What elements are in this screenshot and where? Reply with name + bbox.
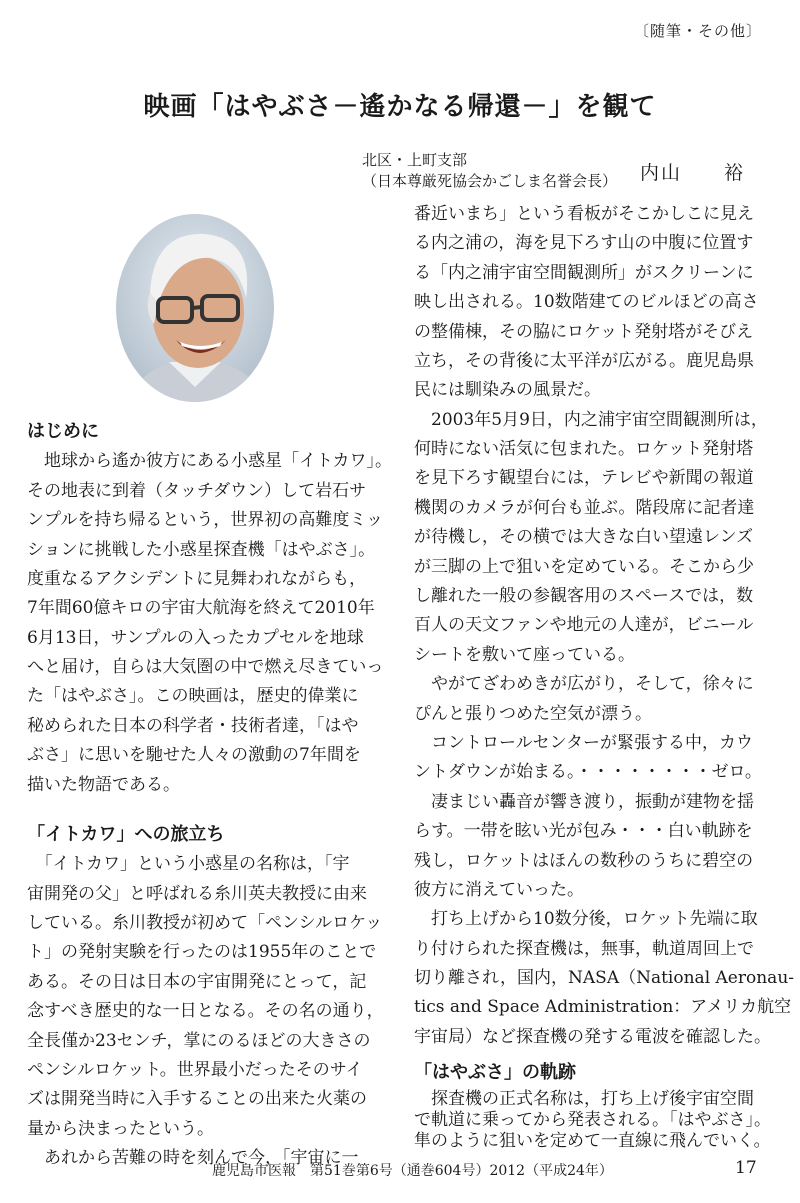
text-line: 地球から遙か彼方にある小惑星「イトカワ」。 [27, 451, 392, 472]
text-line: で軌道に乗ってから発表される。「はやぶさ」。 [414, 1110, 771, 1131]
text-line: し離れた一般の参観客用のスペースでは，数 [414, 586, 754, 607]
text-line: ントダウンが始まる。・・・・・・・・ゼロ。 [414, 762, 762, 783]
affiliation-line-2: （日本尊厳死協会かごしま名誉会長） [362, 172, 618, 190]
text-line: た「はやぶさ」。この映画は，歴史的偉業に [27, 686, 359, 707]
text-line: る「内之浦宇宙空間観測所」がスクリーンに [414, 262, 754, 283]
text-line: 描いた物語である。 [27, 774, 180, 795]
text-line: を見下ろす観望台には，テレビや新聞の報道 [414, 468, 754, 489]
text-line: ションに挑戦した小惑星探査機「はやぶさ」。 [27, 539, 376, 560]
text-line: が待機し，その横では大きな白い望遠レンズ [414, 527, 754, 548]
text-line: 度重なるアクシデントに見舞われながらも， [27, 568, 367, 589]
text-line: 2003年5月9日，内之浦宇宙空間観測所は， [414, 409, 768, 430]
text-line: あれから苦難の時を刻んで今，「宇宙に一 [27, 1148, 359, 1169]
text-line: り付けられた探査機は，無事，軌道周回上で [414, 938, 754, 959]
text-line: やがてざわめきが広がり，そして，徐々に [414, 674, 754, 695]
text-line: 番近いまち」という看板がそこかしこに見え [414, 204, 754, 224]
text-line: 7年間60億キロの宇宙大航海を終えて2010年 [27, 598, 375, 619]
text-line: 宇宙局）など探査機の発する電波を確認した。 [414, 1026, 771, 1047]
text-line: 切り離され，国内，NASA（National Aeronau- [414, 968, 795, 989]
text-line: 「イトカワ」という小惑星の名称は，「宇 [27, 854, 350, 875]
text-line: 残し，ロケットはほんの数秒のうちに碧空の [414, 850, 754, 871]
text-line: 彼方に消えていった。 [414, 879, 584, 900]
heading-trajectory: 「はやぶさ」の軌跡 [414, 1061, 576, 1083]
text-line: ぶさ」に思いを馳せた人々の激動の7年間を [27, 745, 361, 766]
text-line: 映し出される。10数階建てのビルほどの高さ [414, 292, 759, 313]
text-line: 凄まじい轟音が響き渡り，振動が建物を揺 [414, 791, 754, 812]
text-line: 全長僅か23センチ，掌にのるほどの大きさの [27, 1030, 371, 1051]
text-line: その地表に到着（タッチダウン）して岩石サ [27, 480, 367, 501]
heading-departure: 「イトカワ」への旅立ち [27, 823, 225, 845]
text-line: らす。一帯を眩い光が包み・・・白い軌跡を [414, 821, 753, 842]
text-line: コントロールセンターが緊張する中，カウ [414, 732, 753, 753]
text-line: ト」の発射実験を行ったのは1955年のことで [27, 942, 377, 963]
article-title: 映画「はやぶさ－遙かなる帰還－」を観て [143, 92, 657, 122]
text-line: 探査機の正式名称は，打ち上げ後宇宙空間 [414, 1089, 754, 1110]
text-line: シートを敷いて座っている。 [414, 644, 635, 665]
affiliation-line-1: 北区・上町支部 [362, 151, 468, 169]
text-line: 百人の天文ファンや地元の人達が，ビニール [414, 615, 754, 636]
text-line: tics and Space Administration：アメリカ航空 [414, 997, 792, 1018]
text-line: 隼のように狙いを定めて一直線に飛んでいく。 [414, 1131, 771, 1152]
text-line: 念すべき歴史的な一日となる。その名の通り， [27, 1001, 384, 1022]
author-name: 内山 裕 [640, 162, 746, 184]
text-line: 打ち上げから10数分後，ロケット先端に取 [414, 909, 758, 930]
text-line: ンプルを持ち帰るという，世界初の高難度ミッ [27, 510, 383, 531]
text-line: の整備棟，その脇にロケット発射塔がそびえ [414, 321, 754, 342]
text-line: ぴんと張りつめた空気が漂う。 [414, 703, 652, 724]
text-line: ある。その日は日本の宇宙開発にとって，記 [27, 971, 367, 992]
page-number: 17 [735, 1158, 757, 1178]
text-line: している。糸川教授が初めて「ペンシルロケッ [27, 913, 383, 934]
text-line: る内之浦の，海を見下ろす山の中腹に位置す [414, 233, 754, 254]
text-line: 機関のカメラが何台も並ぶ。階段席に記者達 [414, 497, 755, 518]
text-line: 秘められた日本の科学者・技術者達，「はや [27, 715, 359, 736]
text-line: 民には馴染みの風景だ。 [414, 380, 601, 401]
text-line: 量から決まったという。 [27, 1118, 214, 1139]
text-line: 宙開発の父」と呼ばれる糸川英夫教授に由来 [27, 883, 367, 904]
text-line: 立ち，その背後に太平洋が広がる。鹿児島県 [414, 350, 754, 371]
text-line: 6月13日，サンプルの入ったカプセルを地球 [27, 627, 364, 648]
journal-footer: 鹿児島市医報 第51巻第6号（通巻604号）2012（平成24年） [212, 1163, 613, 1179]
text-line: ペンシルロケット。世界最小だったそのサイ [27, 1060, 363, 1080]
category-label: 〔随筆・その他〕 [633, 22, 762, 40]
text-line: へと届け，自らは大気圏の中で燃え尽きていっ [27, 657, 384, 678]
text-line: ズは開発当時に入手することの出来た火薬の [27, 1089, 367, 1110]
text-line: 何時にない活気に包まれた。ロケット発射塔 [414, 439, 754, 460]
heading-introduction: はじめに [27, 421, 99, 442]
text-line: が三脚の上で狙いを定めている。そこから少 [414, 556, 754, 577]
